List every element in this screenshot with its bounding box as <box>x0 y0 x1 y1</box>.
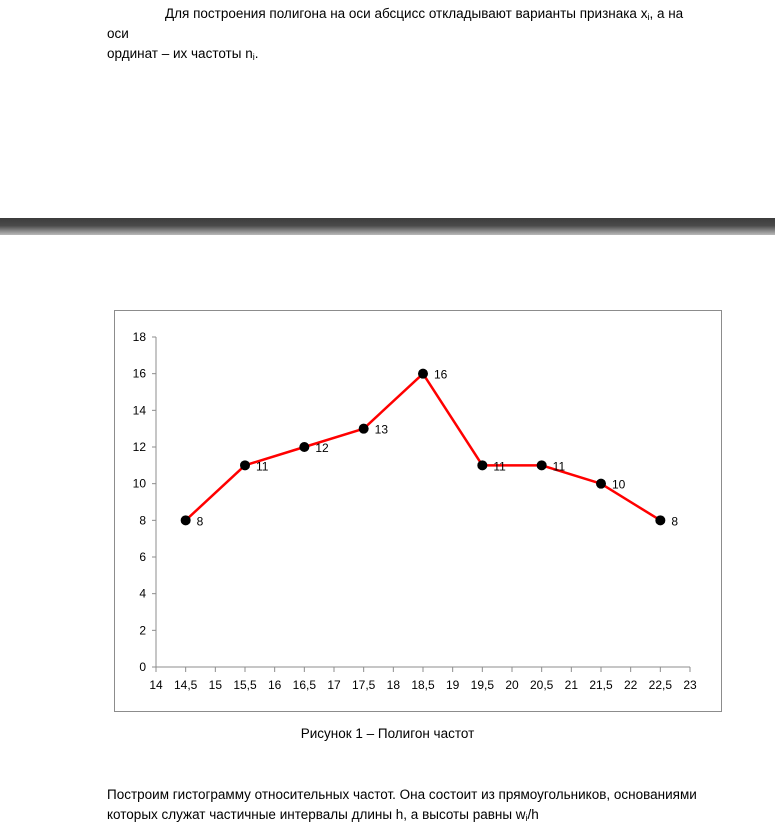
data-point <box>537 460 547 470</box>
x-tick-label: 17 <box>327 678 341 692</box>
x-tick-label: 16 <box>267 678 282 692</box>
data-label: 16 <box>434 367 448 382</box>
frequency-polygon-chart <box>115 311 721 711</box>
histogram-line2-text: которых служат частичные интервалы длины h, а высоты равны w <box>107 807 526 822</box>
y-tick-label: 18 <box>132 330 146 344</box>
data-point <box>240 460 250 470</box>
data-point <box>299 442 309 452</box>
x-tick-label: 22 <box>623 678 638 692</box>
data-point <box>477 460 487 470</box>
histogram-line2-subscript: i <box>525 813 528 823</box>
intro-line2-end: . <box>254 46 259 61</box>
y-tick-label: 16 <box>132 366 146 381</box>
data-label: 11 <box>493 459 506 474</box>
data-label: 8 <box>671 514 679 529</box>
x-tick-label: 17,5 <box>351 678 376 692</box>
intro-line2-subscript: i <box>252 52 255 62</box>
x-tick-label: 15,5 <box>233 678 257 692</box>
chart-frame <box>114 310 722 712</box>
data-point <box>596 479 606 489</box>
y-tick-label: 10 <box>132 476 146 491</box>
y-tick-label: 12 <box>132 440 146 454</box>
y-tick-label: 2 <box>139 623 146 638</box>
x-tick-label: 14,5 <box>173 678 198 692</box>
x-tick-label: 20 <box>505 678 519 692</box>
data-point <box>655 515 665 525</box>
x-tick-label: 18,5 <box>411 678 435 692</box>
x-tick-label: 16,5 <box>292 678 317 692</box>
data-point <box>181 515 191 525</box>
data-label: 10 <box>612 477 626 492</box>
data-point <box>418 369 428 379</box>
histogram-line2-end: /h <box>527 807 539 822</box>
x-tick-label: 19 <box>445 678 460 692</box>
x-tick-label: 22,5 <box>648 678 673 692</box>
intro-paragraph <box>107 4 707 64</box>
figure-caption: Рисунок 1 – Полигон частот <box>300 726 475 741</box>
page-break-separator <box>0 218 775 235</box>
histogram-line1: Построим гистограмму относительных частот. Она состоит из прямоугольников, основаниями <box>107 787 697 802</box>
x-tick-label: 18 <box>386 678 401 692</box>
y-tick-label: 4 <box>139 586 146 601</box>
y-tick-label: 6 <box>139 550 146 564</box>
x-tick-label: 15 <box>208 678 223 692</box>
data-label: 11 <box>552 459 566 474</box>
intro-line1-end: , а на оси <box>107 6 684 41</box>
series-line <box>186 374 661 521</box>
data-label: 8 <box>196 514 204 529</box>
data-label: 12 <box>315 441 329 455</box>
y-tick-label: 8 <box>139 513 146 528</box>
intro-line1-subscript: i <box>647 12 650 22</box>
histogram-paragraph <box>107 785 747 825</box>
x-tick-label: 23 <box>683 678 697 692</box>
x-tick-label: 19,5 <box>470 678 495 692</box>
x-tick-label: 14 <box>149 678 163 692</box>
data-label: 11 <box>256 459 269 474</box>
data-label: 13 <box>374 422 389 437</box>
intro-line1-text: Для построения полигона на оси абсцисс откладывают варианты признака x <box>165 6 648 21</box>
data-point <box>359 424 369 434</box>
y-tick-label: 14 <box>132 403 146 418</box>
y-tick-label: 0 <box>139 660 146 674</box>
intro-line2-text: ординат – их частоты n <box>107 46 253 61</box>
x-tick-label: 20,5 <box>529 678 554 692</box>
x-tick-label: 21,5 <box>589 678 613 692</box>
x-tick-label: 21 <box>564 678 579 692</box>
